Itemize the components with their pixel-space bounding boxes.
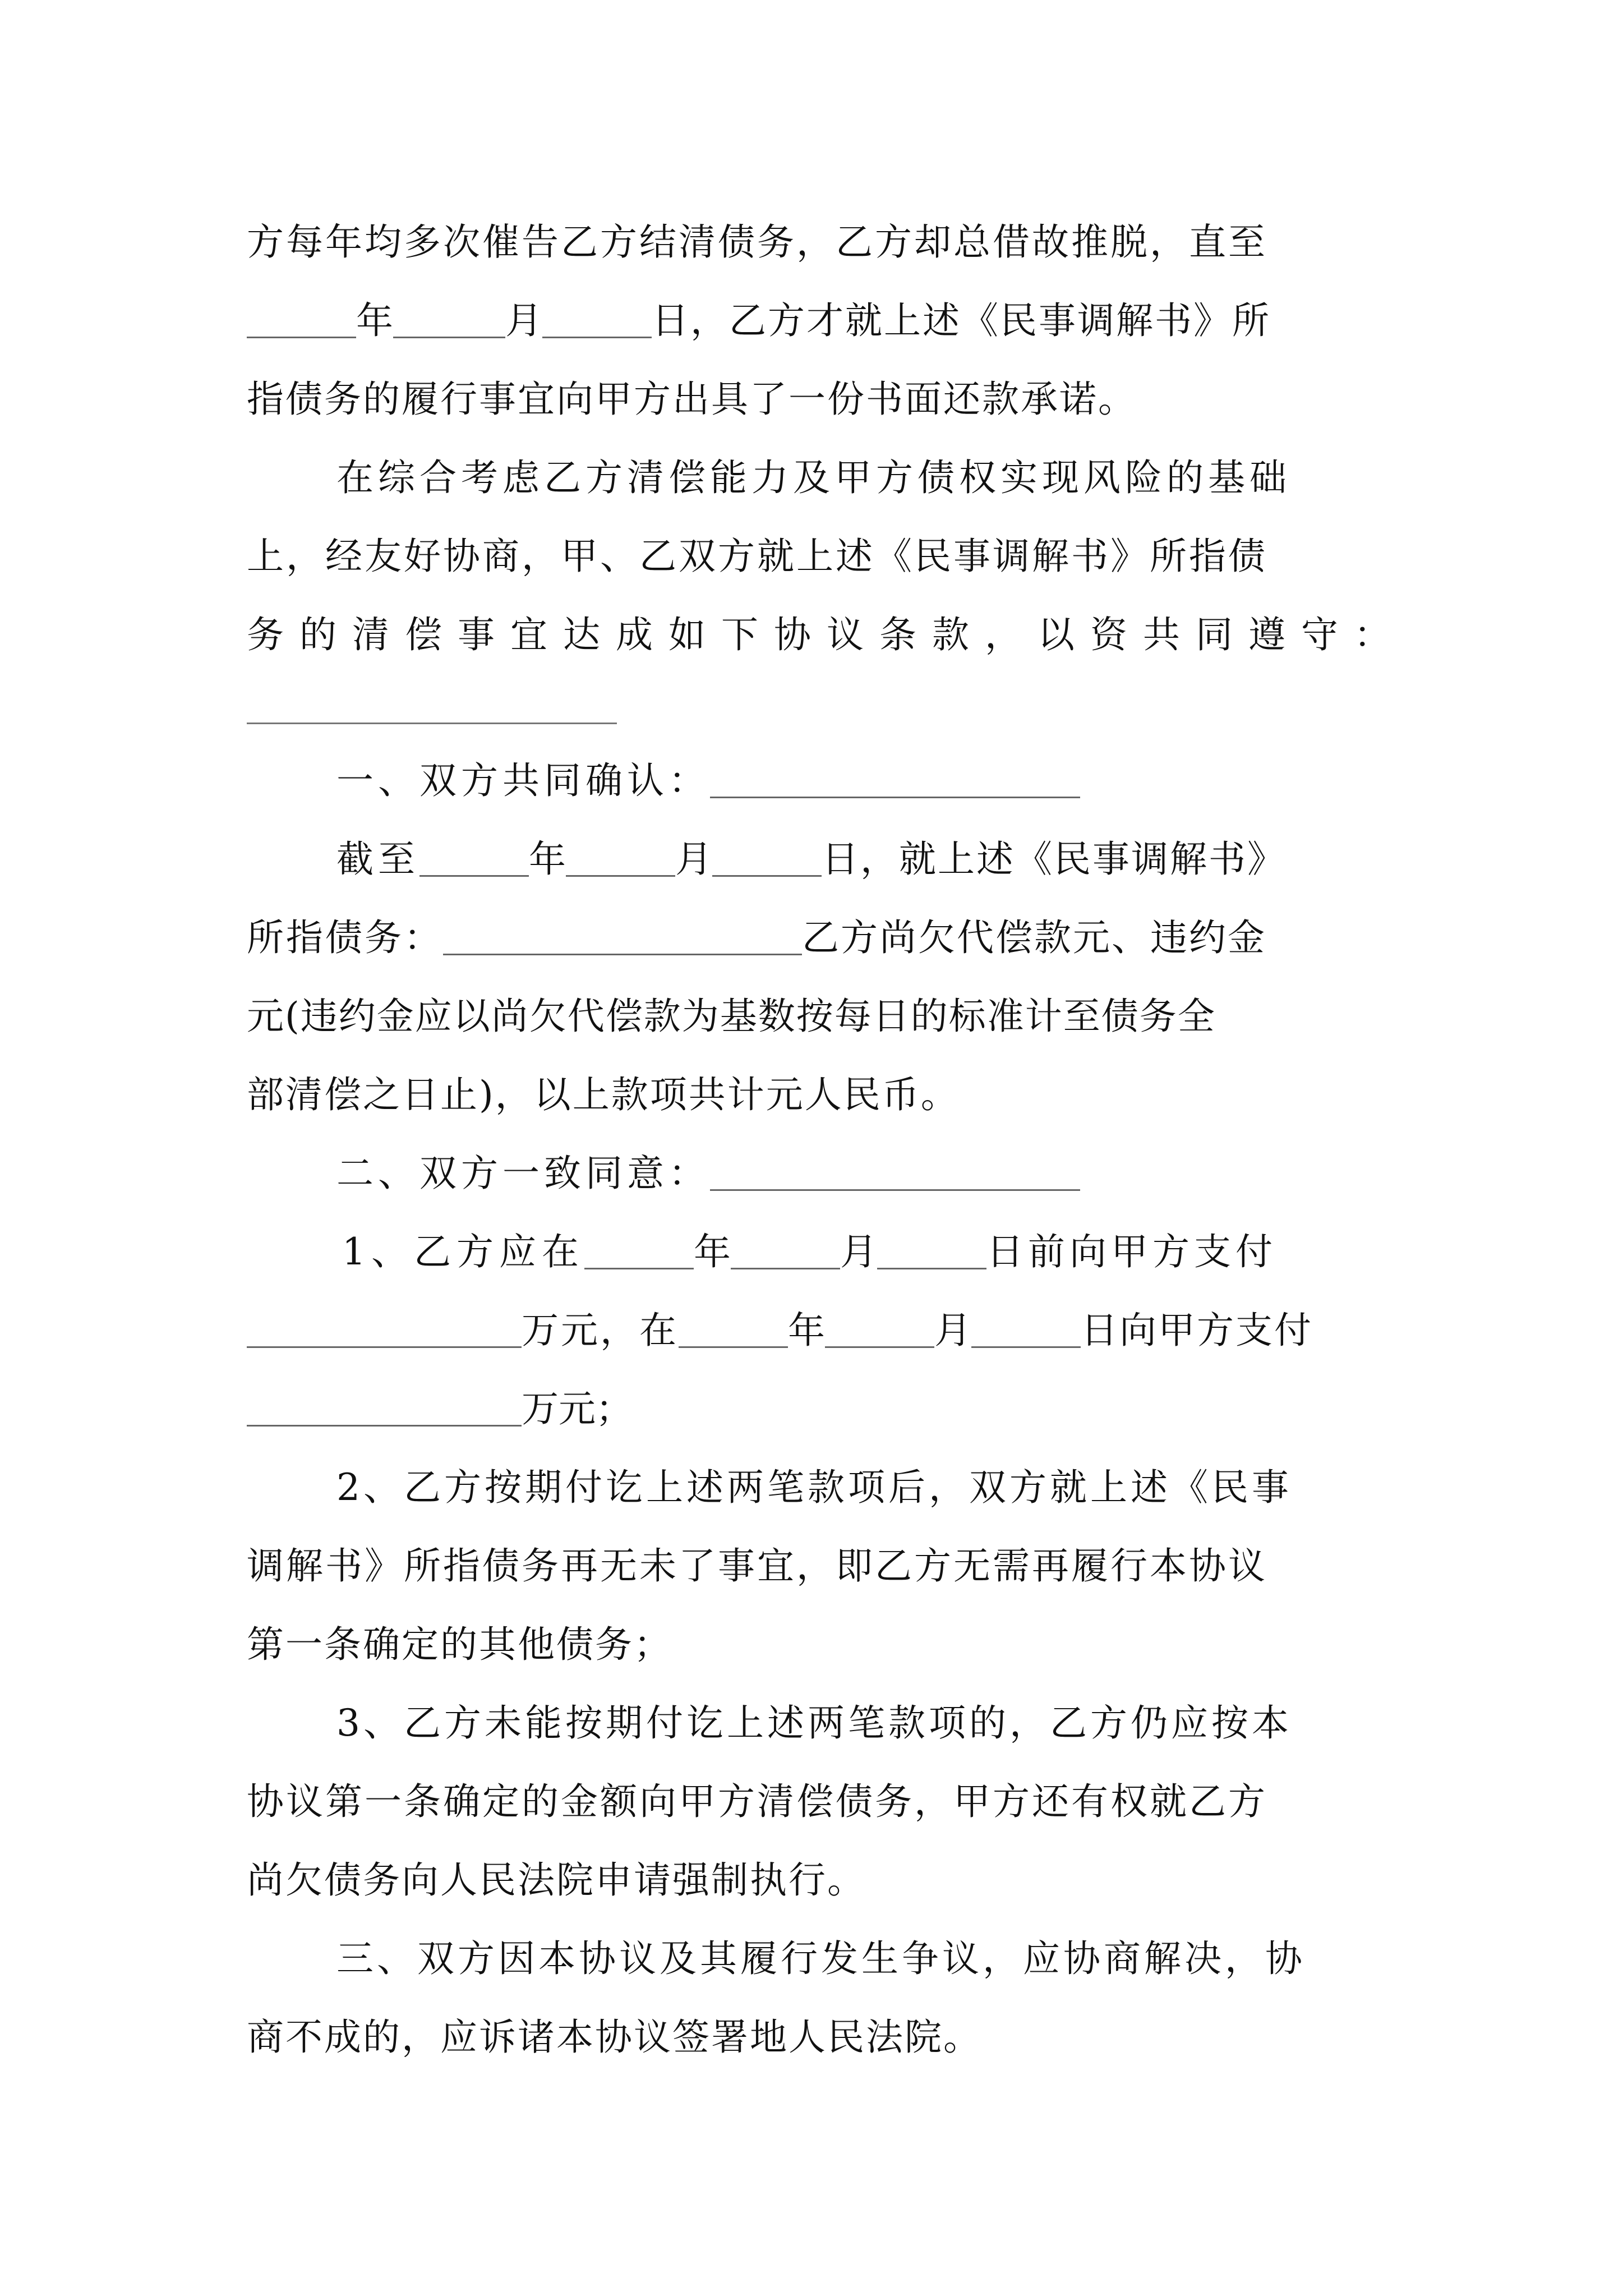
text-fragment: 年 [788, 1309, 825, 1352]
text-fragment: 月 [840, 1230, 877, 1273]
paragraph-text: 协议第一条确定的金额向甲方清偿债务，甲方还有权就乙方 [247, 1780, 1267, 1823]
section-heading: 二、双方一致同意： [336, 1152, 710, 1195]
text-fragment: 1、乙方应在 [342, 1230, 584, 1273]
blank-field-month[interactable] [825, 1314, 934, 1348]
blank-field-amount[interactable] [247, 1314, 522, 1348]
text-fragment: 万元； [522, 1387, 633, 1430]
text-line [247, 601, 1407, 669]
text-line [247, 1690, 1380, 1757]
paragraph-text: 3、乙方未能按期付讫上述两笔款项的，乙方仍应按本 [336, 1701, 1292, 1745]
text-line [247, 1140, 1380, 1207]
text-line [247, 904, 1380, 972]
paragraph-text: 商不成的，应诉诸本协议签署地人民法院。 [247, 2016, 982, 2059]
paragraph-text: 尚欠债务向人民法院申请强制执行。 [247, 1858, 866, 1902]
text-line [247, 1768, 1380, 1835]
text-fragment: 截至 [336, 838, 419, 881]
paragraph-text: 2、乙方按期付讫上述两笔款项后，双方就上述《民事 [336, 1466, 1292, 1509]
text-fragment: 日前向甲方支付 [986, 1230, 1277, 1273]
blank-field-amount[interactable] [247, 1392, 522, 1427]
text-line [247, 523, 1380, 590]
text-fragment: 日向甲方支付 [1081, 1309, 1313, 1352]
text-line [247, 1297, 1380, 1364]
paragraph-text: 务的清偿事宜达成如下协议条款，以资共同遵守： [247, 613, 1407, 656]
text-line [247, 2004, 1380, 2071]
text-line [247, 1533, 1380, 1600]
blank-field-day[interactable] [877, 1235, 986, 1269]
text-fragment: 乙方尚欠代偿款元、违约金 [802, 916, 1266, 959]
blank-field[interactable] [710, 1157, 1080, 1191]
text-line [247, 287, 1380, 355]
text-line [247, 1375, 1380, 1443]
text-line [247, 1218, 1380, 1286]
text-fragment: 日，乙方才就上述《民事调解书》所 [652, 299, 1271, 342]
blank-field-month[interactable] [566, 843, 675, 877]
paragraph-text: 三、双方因本协议及其履行发生争议，应协商解决，协 [336, 1937, 1306, 1980]
text-line [247, 1611, 1380, 1678]
text-line [247, 209, 1380, 276]
blank-field-day[interactable] [712, 843, 822, 877]
text-fragment: 年 [356, 299, 393, 342]
blank-field-day[interactable] [542, 304, 652, 338]
blank-field[interactable] [443, 921, 802, 955]
text-fragment: 月 [505, 299, 542, 342]
text-fragment: 所指债务： [247, 916, 443, 959]
text-line [247, 1847, 1380, 1914]
text-fragment: 年 [529, 838, 566, 881]
text-fragment: 年 [694, 1230, 731, 1273]
blank-field-day[interactable] [971, 1314, 1081, 1348]
text-line [247, 826, 1380, 893]
text-line [247, 444, 1380, 512]
text-line [247, 1925, 1380, 1993]
paragraph-text: 第一条确定的其他债务； [247, 1623, 672, 1666]
paragraph-text: 元(违约金应以尚欠代偿款为基数按每日的标准计至债务全 [247, 995, 1216, 1038]
blank-field-month[interactable] [393, 304, 505, 338]
paragraph-text: 调解书》所指债务再无未了事宜，即乙方无需再履行本协议 [247, 1544, 1267, 1588]
text-fragment: 月 [675, 838, 712, 881]
text-line [247, 366, 1380, 433]
text-line [247, 983, 1380, 1050]
paragraph-text: 指债务的履行事宜向甲方出具了一份书面还款承诺。 [247, 378, 1137, 421]
text-line [247, 1061, 1380, 1129]
blank-field-year[interactable] [584, 1235, 694, 1269]
paragraph-text: 上，经友好协商，甲、乙双方就上述《民事调解书》所指债 [247, 535, 1267, 578]
text-line [247, 1454, 1380, 1521]
blank-field-year[interactable] [679, 1314, 788, 1348]
paragraph-text: 方每年均多次催告乙方结清债务，乙方却总借故推脱，直至 [247, 220, 1267, 264]
blank-field-year[interactable] [419, 843, 529, 877]
text-fragment: 万元，在 [522, 1309, 679, 1352]
paragraph-text: 部清偿之日止)，以上款项共计元人民币。 [247, 1073, 960, 1116]
text-line [247, 747, 1380, 815]
blank-field[interactable] [710, 764, 1080, 798]
paragraph-text: 在综合考虑乙方清偿能力及甲方债权实现风险的基础 [336, 456, 1291, 499]
blank-rule[interactable] [247, 723, 617, 724]
blank-field-month[interactable] [731, 1235, 840, 1269]
text-fragment: 日，就上述《民事调解书》 [822, 838, 1286, 881]
section-heading: 一、双方共同确认： [336, 759, 710, 802]
text-fragment: 月 [934, 1309, 971, 1352]
blank-field-year[interactable] [247, 304, 356, 338]
